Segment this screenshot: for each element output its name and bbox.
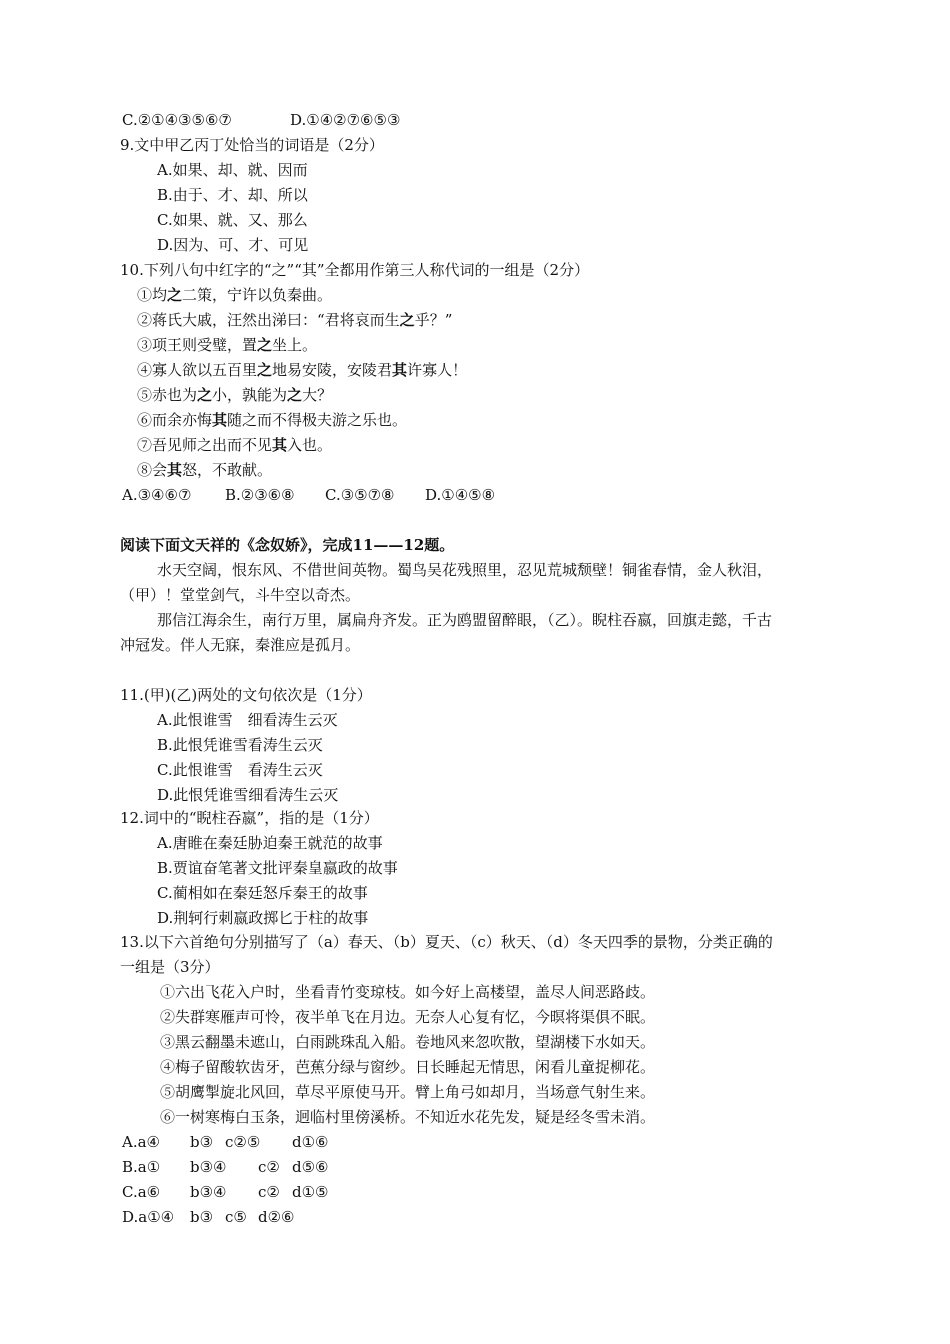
q13-answer-c-part: c②⑤ xyxy=(225,1133,261,1151)
q13-poem: ⑥一树寒梅白玉条，迥临村里傍溪桥。不知近水花先发，疑是经冬雪未消。 xyxy=(160,1108,656,1126)
q10-answer-d: D.①④⑤⑧ xyxy=(425,486,496,504)
q9-option-d: D.因为、可、才、可见 xyxy=(157,236,309,254)
q13-answer-d-part: d⑤⑥ xyxy=(292,1158,329,1176)
q13-stem-line2: 一组是（3分） xyxy=(120,958,220,976)
q13-poem: ①六出飞花入户时，坐看青竹变琼枝。如今好上高楼望，盖尽人间恶路歧。 xyxy=(160,983,656,1001)
q13-answer-d-part: d①⑤ xyxy=(292,1183,329,1201)
q10-answer-c: C.③⑤⑦⑧ xyxy=(325,486,395,504)
q13-answer-b-part: b③④ xyxy=(190,1183,227,1201)
q13-answer-a-part: B.a① xyxy=(122,1158,161,1176)
q13-answer-b-part: b③ xyxy=(190,1133,214,1151)
q13-answer-c-part: c② xyxy=(258,1183,280,1201)
q13-answer-a-part: D.a①④ xyxy=(122,1208,175,1226)
q13-answer-a-part: A.a④ xyxy=(122,1133,160,1151)
q13-poem: ②失群寒雁声可怜，夜半单飞在月边。无奈人心复有忆，今暝将渠俱不眠。 xyxy=(160,1008,656,1026)
q9-option-b: B.由于、才、却、所以 xyxy=(157,186,308,204)
reading-heading: 阅读下面文天祥的《念奴娇》，完成11——12题。 xyxy=(120,536,455,554)
q13-answer-d-part: d②⑥ xyxy=(258,1208,295,1226)
q13-poem: ④梅子留酸软齿牙，芭蕉分绿与窗纱。日长睡起无情思，闲看儿童捉柳花。 xyxy=(160,1058,656,1076)
q10-answer-b: B.②③⑥⑧ xyxy=(225,486,295,504)
q13-answer-d-part: d①⑥ xyxy=(292,1133,329,1151)
q10-sentence: ⑦吾见师之出而不见其入也。 xyxy=(137,436,333,454)
q12-option-c: C.蔺相如在秦廷怒斥秦王的故事 xyxy=(157,884,368,902)
q11-stem: 11.(甲)(乙)两处的文句依次是（1分） xyxy=(120,686,372,704)
q10-sentence: ④寡人欲以五百里之地易安陵，安陵君其许寡人！ xyxy=(137,361,468,379)
poem-para1-line2: （甲）！堂堂剑气，斗牛空以奇杰。 xyxy=(120,586,361,604)
poem-para2-line2: 冲冠发。伴人无寐，秦淮应是孤月。 xyxy=(120,636,361,654)
q12-option-d: D.荆轲行刺嬴政掷匕于柱的故事 xyxy=(157,909,369,927)
q13-answer-c-part: c⑤ xyxy=(225,1208,247,1226)
q12-stem: 12.词中的“睨柱吞嬴”，指的是（1分） xyxy=(120,809,379,827)
poem-para2-line1: 那信江海余生，南行万里，属扁舟齐发。正为鸥盟留醉眼，（乙）。睨柱吞嬴，回旗走懿，千古 xyxy=(157,611,773,629)
q13-answer-c-part: c② xyxy=(258,1158,280,1176)
q12-option-b: B.贾谊奋笔著文批评秦皇嬴政的故事 xyxy=(157,859,398,877)
q10-sentence: ①均之二策，宁许以负秦曲。 xyxy=(137,286,333,304)
q13-stem-line1: 13.以下六首绝句分别描写了（a）春天、（b）夏天、（c）秋天、（d）冬天四季的景物，分类正确的 xyxy=(120,933,773,951)
q9-stem: 9.文中甲乙丙丁处恰当的词语是（2分） xyxy=(120,136,384,154)
q10-sentence: ③项王则受璧，置之坐上。 xyxy=(137,336,318,354)
poem-para1-line1: 水天空阔，恨东风、不借世间英物。蜀鸟吴花残照里，忍见荒城颓壁！铜雀春情，金人秋泪， xyxy=(157,561,773,579)
q10-sentence: ②蒋氏大戚，汪然出涕曰：“君将哀而生之乎？” xyxy=(137,311,453,329)
q11-option-b: B.此恨凭谁雪看涛生云灭 xyxy=(157,736,323,754)
q9-option-a: A.如果、却、就、因而 xyxy=(157,161,308,179)
q10-sentence: ⑧会其怒，不敢献。 xyxy=(137,461,273,479)
q8-option-c: C.②①④③⑤⑥⑦ xyxy=(122,111,232,129)
q12-option-a: A.唐睢在秦廷胁迫秦王就范的故事 xyxy=(157,834,383,852)
q9-option-c: C.如果、就、又、那么 xyxy=(157,211,308,229)
q13-answer-b-part: b③ xyxy=(190,1208,214,1226)
q11-option-a: A.此恨谁雪 细看涛生云灭 xyxy=(157,711,338,729)
q13-poem: ③黑云翻墨未遮山，白雨跳珠乱入船。卷地风来忽吹散，望湖楼下水如天。 xyxy=(160,1033,656,1051)
q13-poem: ⑤胡鹰掣旋北风回，草尽平原使马开。臂上角弓如却月，当场意气射生来。 xyxy=(160,1083,656,1101)
q10-stem: 10.下列八句中红字的“之”“其”全都用作第三人称代词的一组是（2分） xyxy=(120,261,590,279)
q10-answer-a: A.③④⑥⑦ xyxy=(122,486,192,504)
q10-sentence: ⑤赤也为之小，孰能为之大？ xyxy=(137,386,333,404)
q13-answer-b-part: b③④ xyxy=(190,1158,227,1176)
q8-option-d: D.①④②⑦⑥⑤③ xyxy=(290,111,401,129)
q11-option-c: C.此恨谁雪 看涛生云灭 xyxy=(157,761,323,779)
q13-answer-a-part: C.a⑥ xyxy=(122,1183,161,1201)
q10-sentence: ⑥而余亦悔其随之而不得极夫游之乐也。 xyxy=(137,411,408,429)
q11-option-d: D.此恨凭谁雪细看涛生云灭 xyxy=(157,786,339,804)
